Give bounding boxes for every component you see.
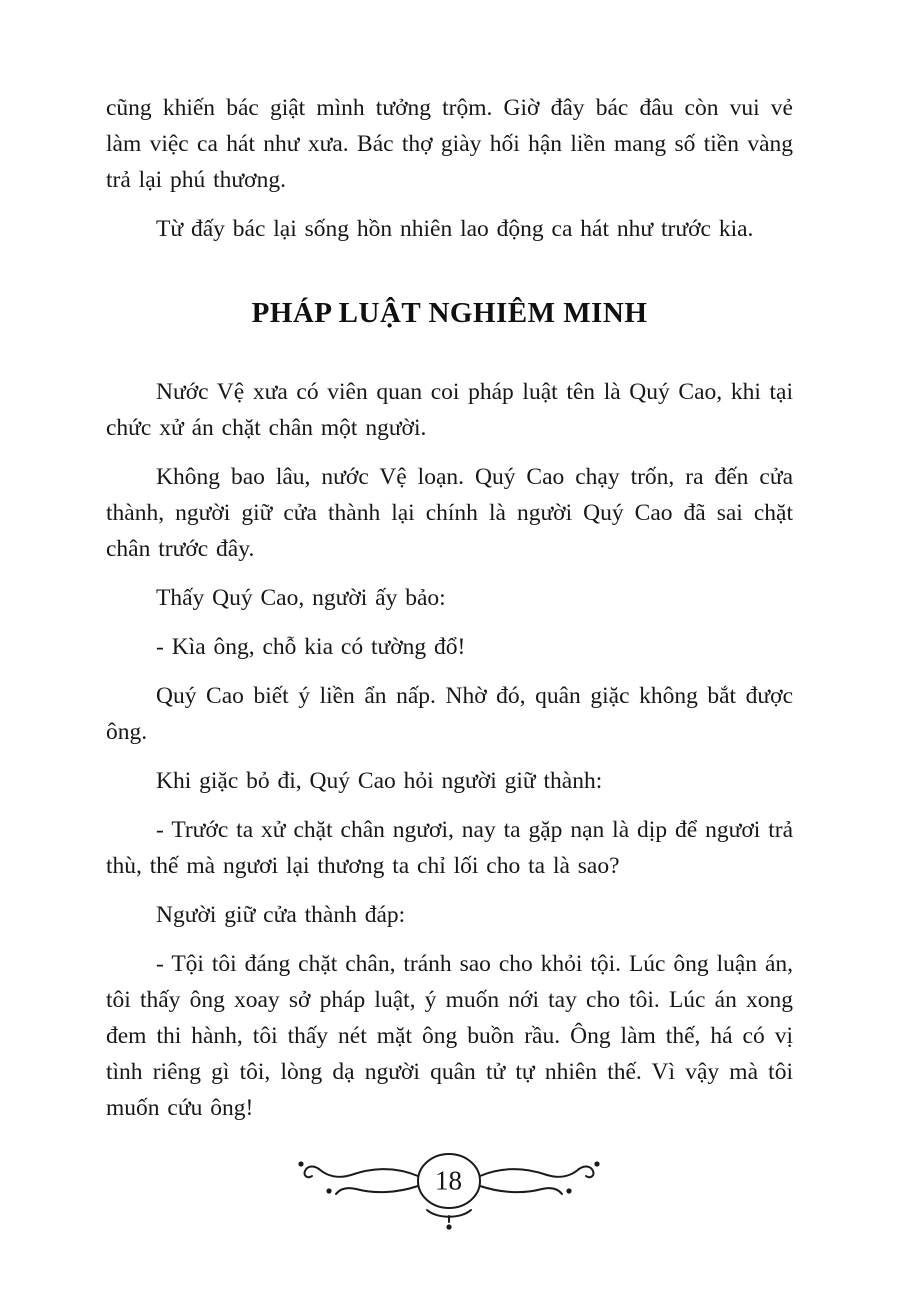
paragraph: - Kìa ông, chỗ kia có tường đổ! bbox=[156, 634, 466, 660]
flourish-ornament-icon bbox=[279, 1150, 619, 1234]
paragraph: - Trước ta xử chặt chân ngươi, nay ta gặp nạn là dịp để ngươi trả thù, thế mà ngươi lại thương ta chỉ lối cho ta là sao? bbox=[106, 817, 793, 879]
paragraph: cũng khiến bác giật mình tưởng trộm. Giờ đây bác đâu còn vui vẻ làm việc ca hát như xưa. Bác thợ giày hối hận liền mang số tiền vàng trả lại phú thương. bbox=[106, 95, 793, 193]
paragraph: - Tội tôi đáng chặt chân, tránh sao cho khỏi tội. Lúc ông luận án, tôi thấy ông xoay sở pháp luật, ý muốn nới tay cho tôi. Lúc án xong đem thi hành, tôi thấy nét mặt ông buồn rầu. Ông làm thế, há có vị tình riêng gì tôi, lòng dạ người quân tử tự nhiên thế. Vì vậy mà tôi muốn cứu ông! bbox=[106, 951, 793, 1121]
paragraph: Quý Cao biết ý liền ẩn nấp. Nhờ đó, quân giặc không bắt được ông. bbox=[106, 683, 793, 745]
page-footer bbox=[0, 1150, 897, 1234]
story-section bbox=[106, 374, 793, 1126]
story-title: PHÁP LUẬT NGHIÊM MINH bbox=[251, 297, 648, 329]
intro-section bbox=[106, 90, 793, 247]
paragraph: Từ đấy bác lại sống hồn nhiên lao động ca hát như trước kia. bbox=[156, 216, 754, 242]
page-number: 18 bbox=[435, 1165, 462, 1196]
paragraph: Người giữ cửa thành đáp: bbox=[156, 902, 406, 928]
paragraph: Thấy Quý Cao, người ấy bảo: bbox=[156, 585, 446, 611]
paragraph: Khi giặc bỏ đi, Quý Cao hỏi người giữ thành: bbox=[156, 768, 603, 794]
paragraph: Nước Vệ xưa có viên quan coi pháp luật tên là Quý Cao, khi tại chức xử án chặt chân một người. bbox=[106, 379, 793, 441]
paragraph: Không bao lâu, nước Vệ loạn. Quý Cao chạy trốn, ra đến cửa thành, người giữ cửa thành lại chính là người Quý Cao đã sai chặt chân trước đây. bbox=[106, 464, 793, 562]
